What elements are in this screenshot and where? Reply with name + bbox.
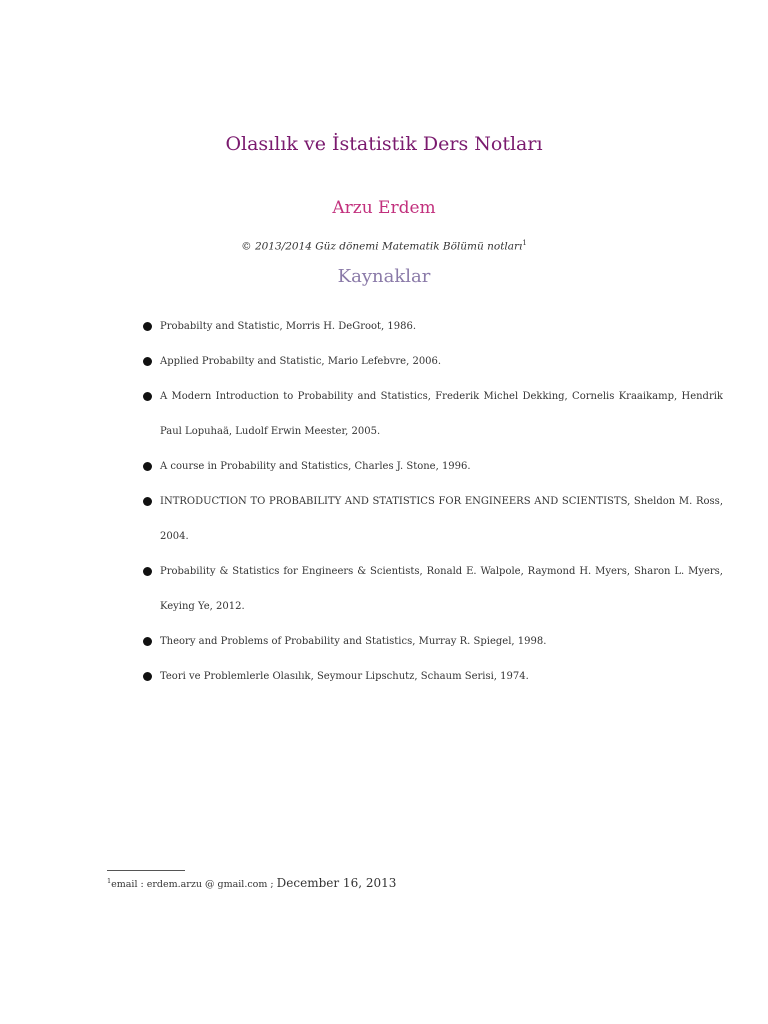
- bullet-icon: [143, 637, 152, 646]
- bullet-icon: [143, 672, 152, 681]
- author-name: Arzu Erdem: [332, 198, 436, 218]
- footnote-mark: 1: [522, 239, 527, 247]
- reference-text: INTRODUCTION TO PROBABILITY AND STATISTICS FOR ENGINEERS AND SCIENTISTS, Sheldon M. Ross, 2004.: [160, 496, 723, 542]
- bullet-icon: [143, 567, 152, 576]
- subtitle-text: © 2013/2014 Güz dönemi Matematik Bölümü notları: [241, 240, 523, 253]
- list-item: [143, 624, 723, 659]
- bullet-icon: [143, 497, 152, 506]
- list-item: [143, 484, 723, 554]
- bullet-icon: [143, 357, 152, 366]
- list-item: [143, 659, 723, 694]
- list-item: [143, 344, 723, 379]
- reference-text: A Modern Introduction to Probability and Statistics, Frederik Michel Dekking, Cornelis Kraaikamp, Hendrik Paul Lopuhaä, Ludolf Erwin Meester, 2005.: [160, 391, 723, 437]
- reference-text: Applied Probabilty and Statistic, Mario Lefebvre, 2006.: [160, 356, 442, 367]
- footnote: [107, 876, 396, 890]
- list-item: [143, 554, 723, 624]
- footnote-divider: [107, 870, 185, 871]
- document-title: Olasılık ve İstatistik Ders Notları: [225, 133, 543, 155]
- reference-list: [143, 309, 723, 694]
- reference-text: Probability & Statistics for Engineers & Scientists, Ronald E. Walpole, Raymond H. Myers, Sharon L. Myers, Keying Ye, 2012.: [160, 566, 723, 612]
- list-item: [143, 379, 723, 449]
- section-heading: Kaynaklar: [337, 266, 431, 287]
- bullet-icon: [143, 462, 152, 471]
- list-item: [143, 309, 723, 344]
- footnote-date: December 16, 2013: [276, 876, 397, 890]
- bullet-icon: [143, 322, 152, 331]
- footnote-email: email : erdem.arzu @ gmail.com ;: [111, 879, 274, 890]
- list-item: [143, 449, 723, 484]
- footnote-number: 1: [107, 876, 112, 885]
- reference-text: Probabilty and Statistic, Morris H. DeGroot, 1986.: [160, 321, 417, 332]
- reference-text: Theory and Problems of Probability and Statistics, Murray R. Spiegel, 1998.: [160, 636, 547, 647]
- reference-text: A course in Probability and Statistics, Charles J. Stone, 1996.: [160, 461, 471, 472]
- reference-text: Teori ve Problemlerle Olasılık, Seymour Lipschutz, Schaum Serisi, 1974.: [160, 671, 529, 682]
- course-subtitle: [0, 239, 768, 253]
- bullet-icon: [143, 392, 152, 401]
